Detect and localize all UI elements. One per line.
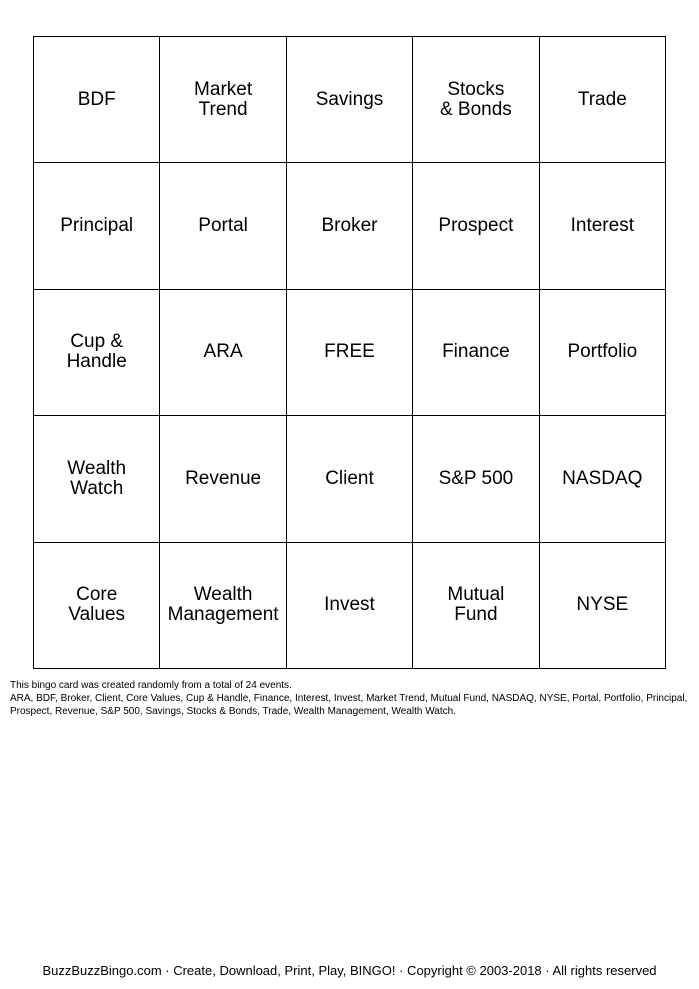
bingo-cell <box>160 37 286 163</box>
cell-text: BDF <box>77 88 116 110</box>
bingo-cell <box>540 290 666 416</box>
bingo-cell <box>160 163 286 289</box>
card-info-summary: This bingo card was created randomly from a total of 24 events. <box>10 680 292 691</box>
bingo-cell <box>413 163 539 289</box>
bingo-cell <box>413 290 539 416</box>
cell-text: Core Values <box>68 584 126 626</box>
cell-text: Trade <box>577 88 627 110</box>
bingo-cell <box>34 416 160 542</box>
bingo-cell <box>34 543 160 669</box>
bingo-cell <box>34 37 160 163</box>
bingo-cell <box>540 37 666 163</box>
bingo-cell <box>287 163 413 289</box>
cell-text: Savings <box>315 88 384 110</box>
cell-text: S&P 500 <box>438 467 514 489</box>
bingo-cell <box>34 290 160 416</box>
cell-text: Wealth Management <box>167 584 279 626</box>
free-space-cell <box>287 290 413 416</box>
bingo-cell <box>413 543 539 669</box>
bingo-cell <box>160 543 286 669</box>
cell-text: Principal <box>60 215 134 237</box>
cell-text: Broker <box>321 215 378 237</box>
bingo-cell <box>287 37 413 163</box>
cell-text: NASDAQ <box>562 467 643 489</box>
bingo-cell <box>160 290 286 416</box>
bingo-grid <box>33 36 666 669</box>
cell-text: NYSE <box>576 594 629 616</box>
cell-text: Mutual Fund <box>447 584 505 626</box>
cell-text: Portal <box>198 215 248 237</box>
cell-text: Stocks & Bonds <box>439 78 512 120</box>
footer-copyright: BuzzBuzzBingo.com · Create, Download, Print, Play, BINGO! · Copyright © 2003-2018 · All rights reserved <box>42 963 657 978</box>
bingo-cell <box>287 416 413 542</box>
cell-text: Prospect <box>438 215 514 237</box>
bingo-cell <box>540 543 666 669</box>
bingo-cell <box>540 416 666 542</box>
cell-text: Wealth Watch <box>67 457 127 499</box>
cell-text: Portfolio <box>567 341 638 363</box>
bingo-cell <box>160 416 286 542</box>
cell-text: Interest <box>570 215 634 237</box>
cell-text: Invest <box>324 594 375 616</box>
cell-text: Revenue <box>185 467 262 489</box>
bingo-cell <box>540 163 666 289</box>
card-info-event-list: ARA, BDF, Broker, Client, Core Values, Cup & Handle, Finance, Interest, Invest, Market Trend, Mutual Fund, NASDAQ, NYSE, Portal, Portfolio, Principal, Prospect, Revenue, S&P 500, Savings, Stocks & Bonds, Trade, Wealth Management, Wealth Watch. <box>10 693 688 717</box>
bingo-cell <box>287 543 413 669</box>
bingo-cell <box>413 37 539 163</box>
bingo-cell <box>413 416 539 542</box>
cell-text: FREE <box>324 341 375 363</box>
cell-text: ARA <box>203 341 243 363</box>
cell-text: Finance <box>442 341 510 363</box>
card-info <box>10 679 690 718</box>
cell-text: Client <box>325 467 374 489</box>
cell-text: Cup & Handle <box>66 331 127 373</box>
cell-text: Market Trend <box>194 78 253 120</box>
bingo-cell <box>34 163 160 289</box>
